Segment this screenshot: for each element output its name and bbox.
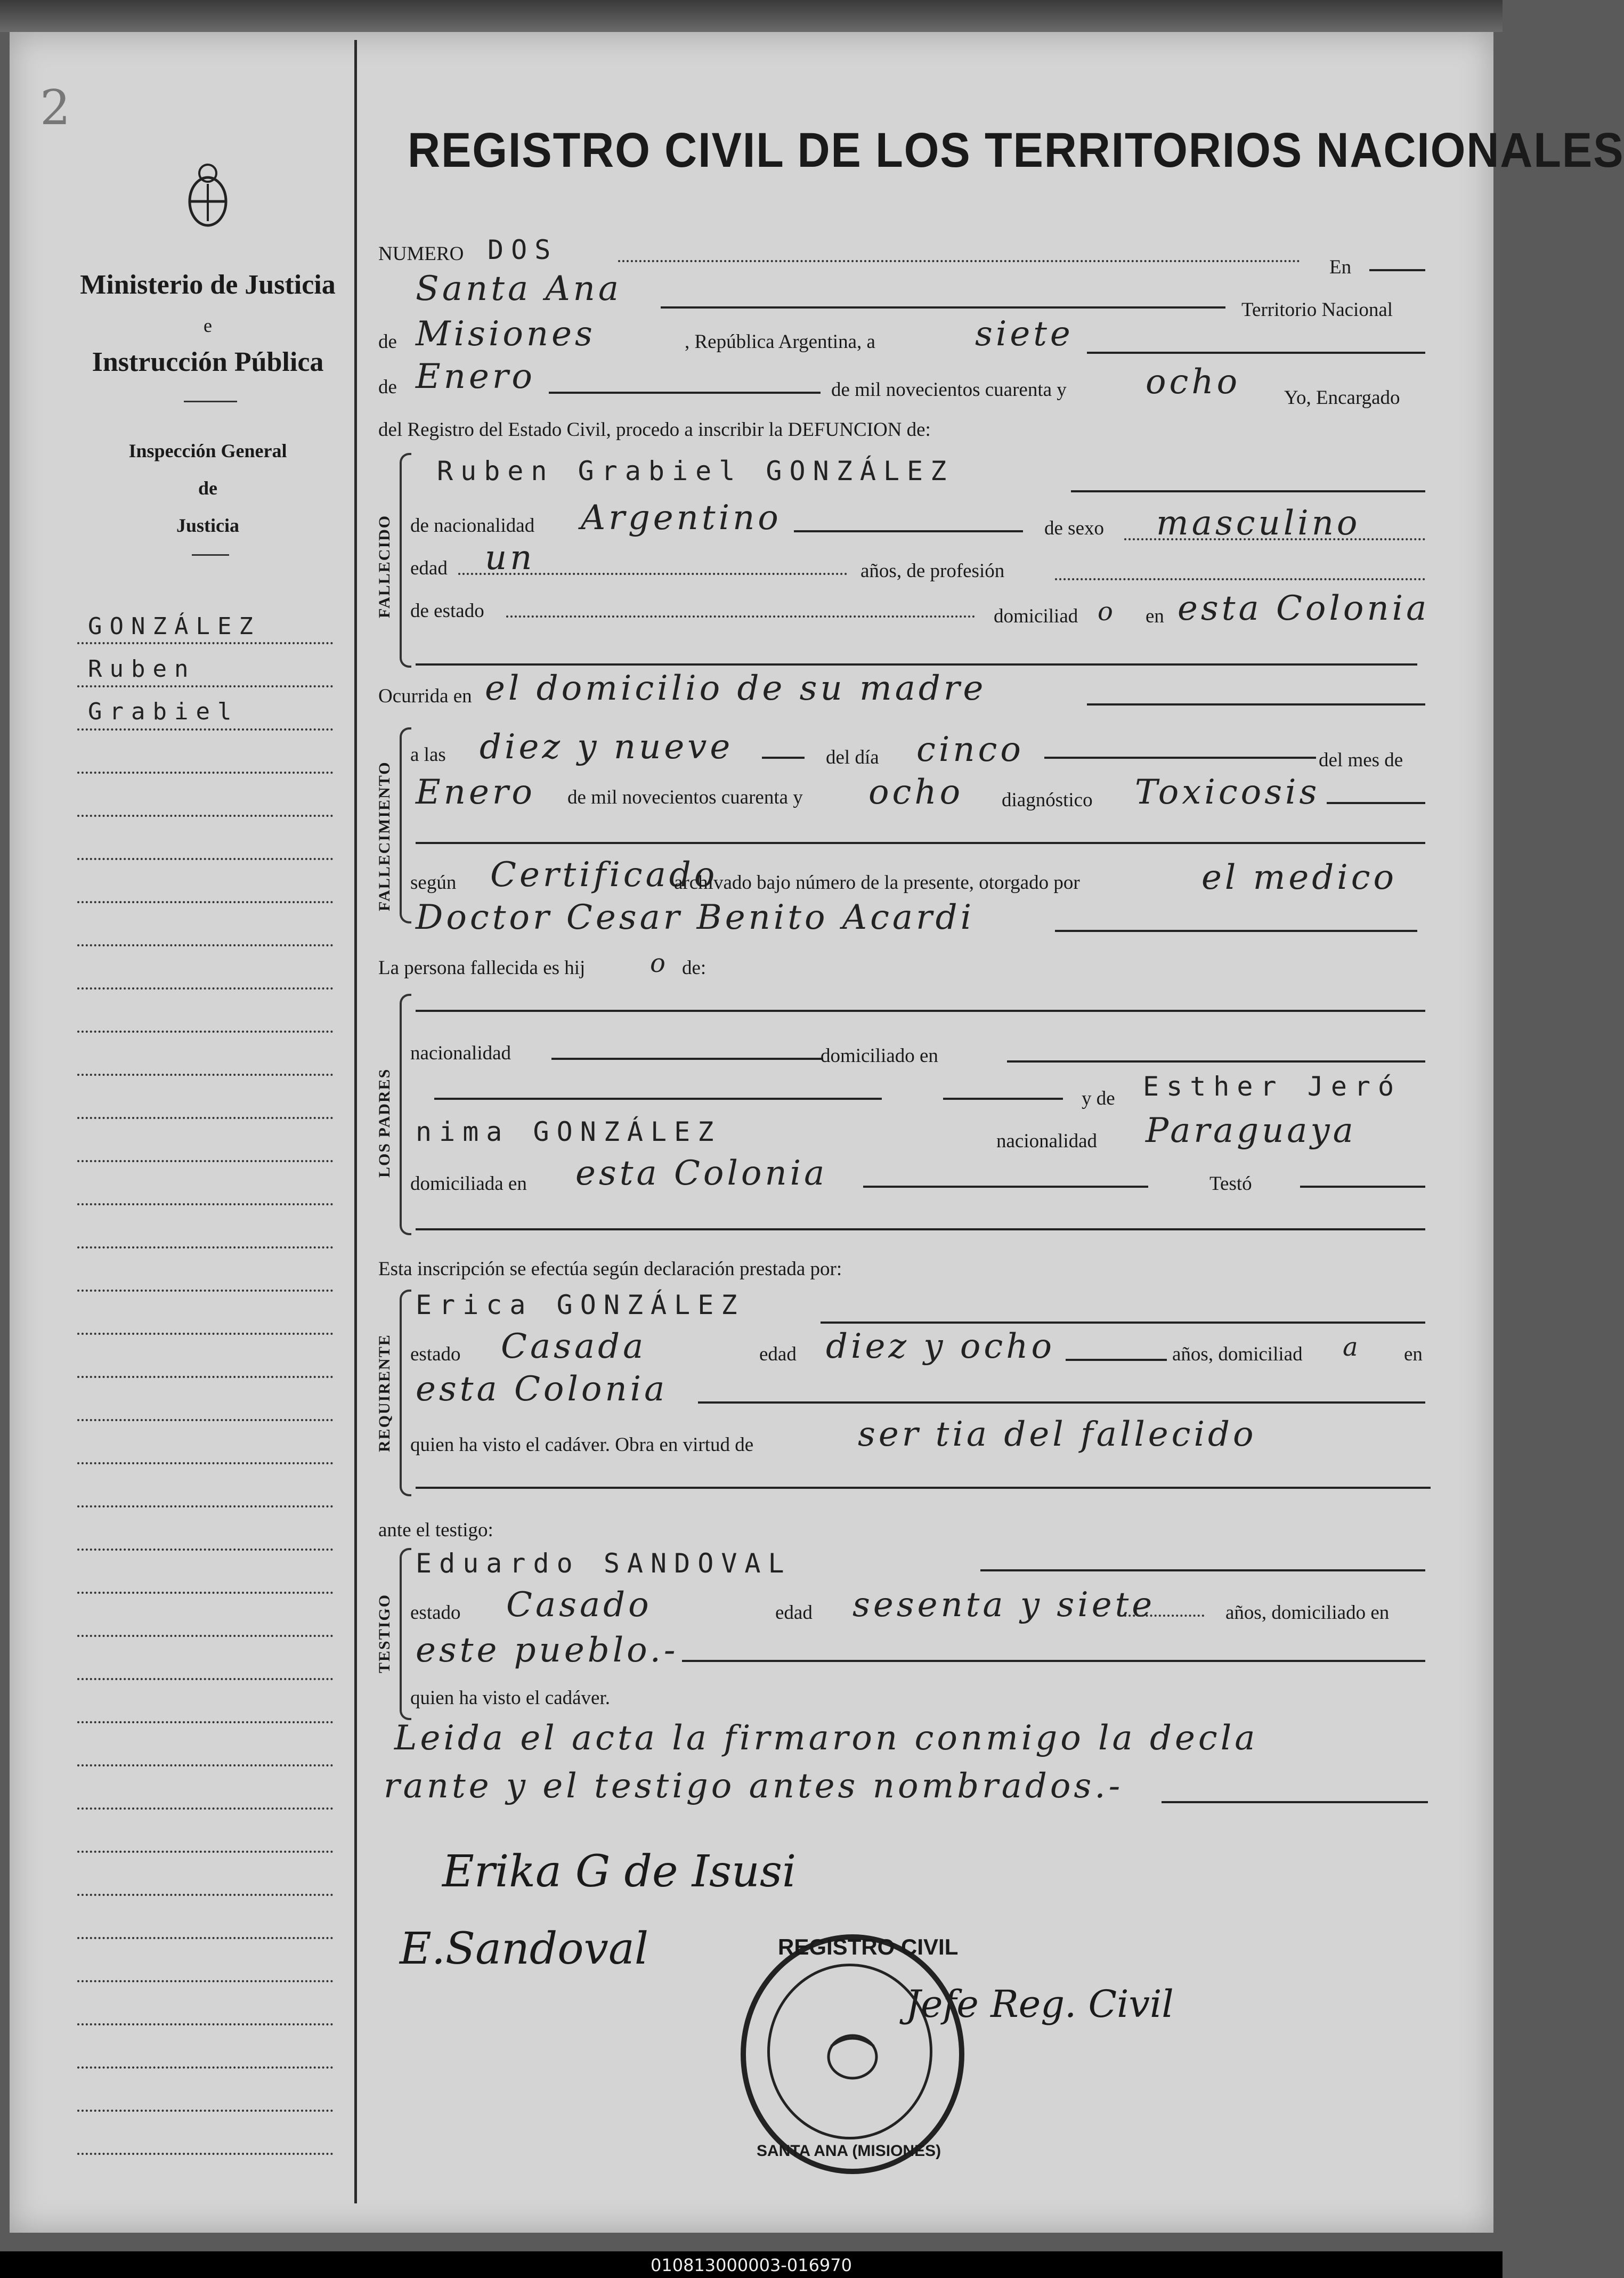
binding-edge — [0, 0, 1503, 32]
madre-nacionalidad-value: Paraguaya — [1146, 1111, 1357, 1150]
sidebar-ledger-line — [77, 1160, 333, 1162]
stamp-top-text: REGISTRO CIVIL — [778, 1934, 959, 1959]
domiciliada-label: domiciliada en — [410, 1173, 527, 1195]
signature-registrar: Jefe Reg. Civil — [906, 1982, 1174, 2026]
sidebar-ledger-line — [77, 1764, 333, 1766]
requirente-cadaver-label: quien ha visto el cadáver. Obra en virtud de — [410, 1434, 754, 1456]
sidebar-ledger-line — [77, 815, 333, 817]
sidebar-ledger-line — [77, 944, 333, 946]
signature-witness: E.Sandoval — [400, 1924, 649, 1974]
padre-domiciliado-label: domiciliado en — [821, 1045, 938, 1067]
mes-value: Enero — [416, 773, 535, 812]
madre-nacionalidad-label: nacionalidad — [996, 1130, 1098, 1152]
file-id: 010813000003-016970 — [650, 2255, 852, 2275]
closing-line-2: rante y el testigo antes nombrados.- — [384, 1766, 1124, 1806]
domicilio-suffix: o — [1098, 597, 1116, 627]
testigo-estado-label: estado — [410, 1602, 461, 1624]
inspection-line-1: Inspección General — [128, 440, 287, 461]
edad-label: edad — [410, 557, 448, 579]
testigo-cadaver-label: quien ha visto el cadáver. — [410, 1687, 611, 1709]
sidebar-ledger-line — [77, 772, 333, 774]
requirente-estado-label: estado — [410, 1343, 461, 1365]
sidebar-ledger-line — [77, 1635, 333, 1637]
requirente-edad-label: edad — [759, 1343, 797, 1365]
sidebar-ledger-line — [77, 901, 333, 903]
del-dia-label: del día — [826, 747, 879, 768]
nacionalidad-value: Argentino — [581, 498, 782, 538]
sidebar-surname: GONZÁLEZ — [88, 613, 261, 640]
dia-value: cinco — [916, 730, 1024, 769]
requirente-intro: Esta inscripción se efectúa según declaración prestada por: — [378, 1258, 842, 1280]
sidebar-ledger-line — [77, 728, 333, 731]
numero-label: NUMERO — [378, 243, 464, 265]
domicilio-label: domiciliad — [994, 605, 1078, 627]
sidebar-ledger-line — [77, 1333, 333, 1335]
sidebar-ledger-line — [77, 1980, 333, 1982]
hijo-suffix: o — [650, 949, 669, 978]
sexo-value: masculino — [1156, 504, 1361, 543]
sidebar-ledger-line — [77, 1505, 333, 1507]
signature-declarant: Erika G de Isusi — [442, 1846, 797, 1897]
sidebar-ledger-line — [77, 1894, 333, 1896]
hijo-label: La persona fallecida es hij — [378, 957, 586, 979]
segun-value: Certificado — [490, 855, 718, 895]
closing-line-1: Leida el acta la firmaron conmigo la decla — [394, 1718, 1258, 1758]
sidebar-ledger-line — [77, 1376, 333, 1378]
place-value: Santa Ana — [416, 269, 622, 309]
sidebar-ledger-line — [77, 1462, 333, 1464]
sidebar-ledger-line — [77, 1290, 333, 1292]
testigo-name: Eduardo SANDOVAL — [416, 1548, 792, 1579]
fallecido-domicilio-value: esta Colonia — [1178, 589, 1430, 628]
republica-label: , República Argentina, a — [685, 331, 875, 353]
fallecimiento-year-value: ocho — [868, 773, 964, 812]
testigo-estado-value: Casado — [506, 1585, 652, 1625]
ministry-line-3: Instrucción Pública — [92, 347, 324, 377]
inspection-line-2: de — [198, 477, 217, 499]
sidebar-ledger-line — [77, 1807, 333, 1810]
estado-label: de estado — [410, 600, 484, 622]
sidebar-ledger-line — [77, 1117, 333, 1119]
ministry-line-1: Ministerio de Justicia — [80, 270, 336, 300]
requirente-section-label: REQUIRENTE — [376, 1334, 393, 1452]
testigo-section-label: TESTIGO — [376, 1593, 393, 1673]
requirente-domicilio-value: esta Colonia — [416, 1369, 668, 1409]
sidebar-ledger-line — [77, 1721, 333, 1723]
requirente-anos-label: años, domiciliad — [1172, 1343, 1303, 1365]
otorgado-value: el medico — [1201, 858, 1398, 897]
inspection-line-3: Justicia — [176, 515, 239, 536]
testigo-edad-value: sesenta y siete — [852, 1585, 1156, 1625]
requirente-edad-value: diez y ocho — [826, 1327, 1055, 1366]
sidebar-ledger-line — [77, 2023, 333, 2025]
nacionalidad-label: de nacionalidad — [410, 515, 535, 537]
en-label: En — [1329, 256, 1352, 278]
sidebar-ledger-line — [77, 1549, 333, 1551]
de-label: de — [378, 331, 397, 353]
intro-line: del Registro del Estado Civil, procedo a inscribir la DEFUNCION de: — [378, 419, 931, 441]
stamp-bottom-text: SANTA ANA (MISIONES) — [757, 2142, 941, 2160]
madre-value-2: nima GONZÁLEZ — [416, 1116, 721, 1147]
numero-value: DOS — [488, 234, 558, 265]
year-prefix-label: de mil novecientos cuarenta y — [831, 379, 1067, 401]
domiciliada-value: esta Colonia — [575, 1154, 828, 1193]
ministry-line-2: e — [204, 315, 212, 336]
sidebar-middlename: Grabiel — [88, 698, 239, 725]
diagnostico-value: Toxicosis — [1135, 773, 1320, 812]
ocurrida-label: Ocurrida en — [378, 685, 472, 707]
sidebar-ledger-line — [77, 685, 333, 687]
argentina-coat-of-arms-icon — [181, 160, 234, 232]
archivado-label: archivado bajo número de la presente, otorgado por — [674, 872, 1080, 894]
profesion-label: años, de profesión — [860, 560, 1005, 582]
testigo-anos-label: años, domiciliado en — [1225, 1602, 1390, 1624]
fallecido-section-label: FALLECIDO — [376, 514, 393, 618]
sidebar-ledger-line — [77, 1074, 333, 1076]
sidebar-ledger-line — [77, 2066, 333, 2069]
territorio-label: Territorio Nacional — [1241, 299, 1393, 321]
sidebar-ledger-line — [77, 1246, 333, 1249]
doctor-value: Doctor Cesar Benito Acardi — [416, 898, 975, 937]
a-las-label: a las — [410, 744, 446, 766]
page-title: REGISTRO CIVIL DE LOS TERRITORIOS NACIONALES — [408, 123, 1624, 177]
padres-section-label: LOS PADRES — [376, 1068, 393, 1178]
sidebar-ledger-line — [77, 642, 333, 644]
fallecimiento-section-label: FALLECIMIENTO — [376, 761, 393, 911]
fallecimiento-year-label: de mil novecientos cuarenta y — [567, 787, 803, 808]
diagnostico-label: diagnóstico — [1002, 789, 1093, 811]
testo-label: Testó — [1209, 1173, 1252, 1195]
registro-civil-stamp — [741, 1934, 964, 2174]
sidebar-ledger-line — [77, 987, 333, 990]
requirente-en-label: en — [1404, 1343, 1423, 1365]
sidebar-ledger-line — [77, 1203, 333, 1205]
yo-label: Yo, Encargado — [1284, 387, 1400, 409]
de-label-2: de — [378, 376, 397, 398]
sidebar-ledger-line — [77, 2110, 333, 2112]
del-mes-label: del mes de — [1319, 749, 1403, 771]
hora-value: diez y nueve — [480, 727, 734, 767]
requirente-estado-value: Casada — [501, 1327, 647, 1366]
padres-de-label: de: — [682, 957, 707, 979]
segun-label: según — [410, 872, 457, 894]
sidebar-ledger-line — [77, 1031, 333, 1033]
madre-value-1: Esther Jeró — [1143, 1071, 1402, 1102]
requirente-anos-suffix: a — [1343, 1332, 1361, 1362]
requirente-cadaver-value: ser tia del fallecido — [858, 1415, 1257, 1454]
sidebar-divider-short-2 — [192, 554, 229, 556]
sidebar-ledger-line — [77, 1678, 333, 1680]
testigo-domicilio-value: este pueblo.- — [416, 1631, 679, 1670]
fallecido-name: Ruben Grabiel GONZÁLEZ — [437, 456, 954, 487]
year-value: ocho — [1146, 362, 1241, 402]
sidebar-firstname: Ruben — [88, 655, 196, 683]
day-value: siete — [975, 314, 1074, 354]
page-number: 2 — [40, 80, 71, 136]
sidebar-divider-short — [184, 401, 237, 402]
requirente-name: Erica GONZÁLEZ — [416, 1290, 745, 1320]
edad-value: un — [485, 538, 535, 578]
sidebar-ledger-line — [77, 1851, 333, 1853]
sidebar-ledger-line — [77, 1419, 333, 1421]
fallecido-en-label: en — [1146, 605, 1164, 627]
territory-value: Misiones — [416, 314, 596, 354]
sidebar-ledger-line — [77, 2153, 333, 2155]
y-de-label: y de — [1082, 1088, 1115, 1109]
sidebar-ledger-line — [77, 1592, 333, 1594]
sidebar-ledger-line — [77, 1937, 333, 1939]
stamp-emblem-icon — [815, 2025, 890, 2089]
testigo-intro: ante el testigo: — [378, 1519, 493, 1541]
padre-nacionalidad-label: nacionalidad — [410, 1042, 511, 1064]
testigo-edad-label: edad — [775, 1602, 813, 1624]
ocurrida-value: el domicilio de su madre — [485, 669, 987, 708]
sexo-label: de sexo — [1044, 517, 1104, 539]
month-value: Enero — [416, 357, 535, 396]
sidebar-ledger-line — [77, 858, 333, 860]
